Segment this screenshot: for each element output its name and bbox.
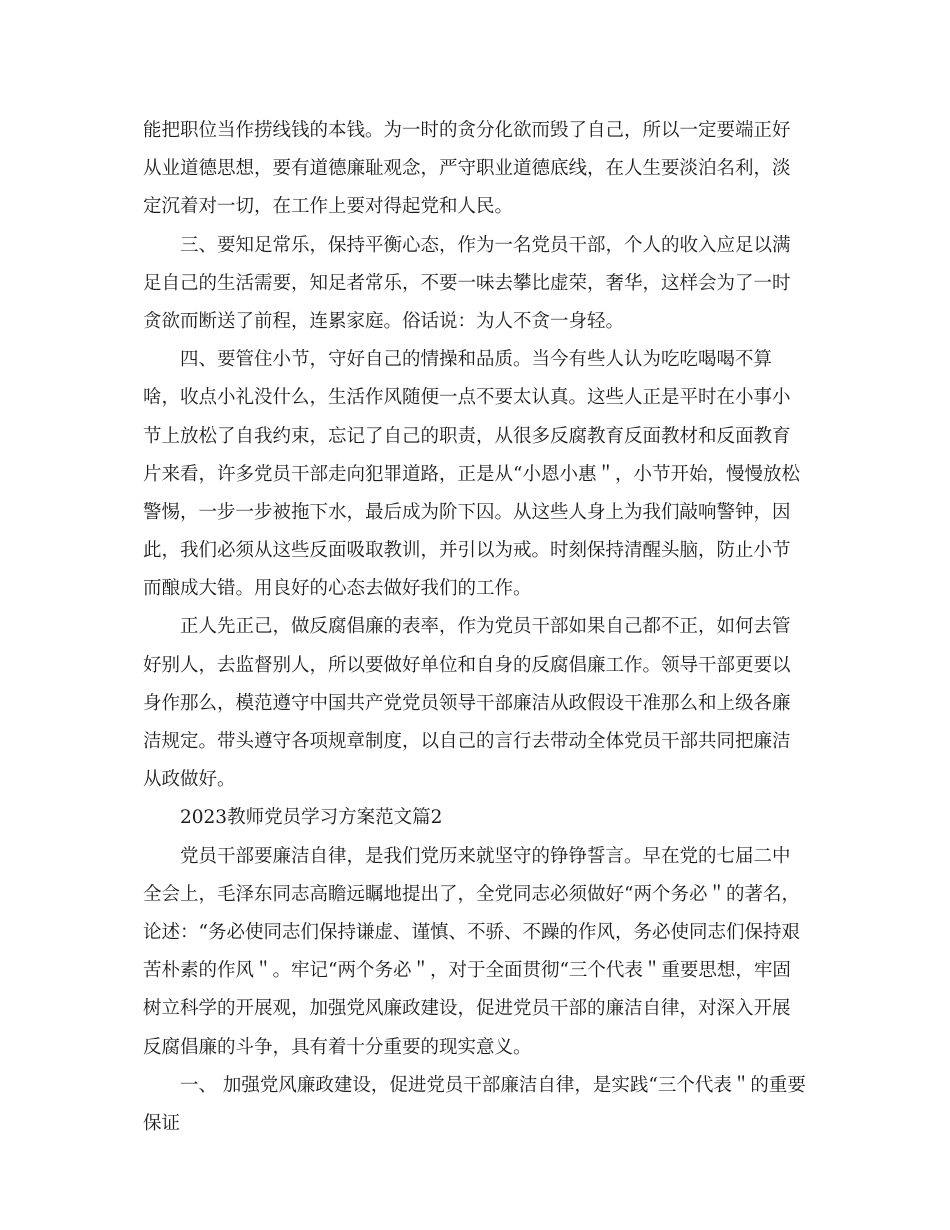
text-line: 啥，收点小礼没什么，生活作风随便一点不要太认真。这些人正是平时在小事小 <box>143 387 791 409</box>
text-line: 从政做好。 <box>143 769 236 791</box>
text-line: 足自己的生活需要，知足者常乐，不要一味去攀比虚荣，奢华，这样会为了一时 <box>143 272 791 294</box>
section-heading: 2023教师党员学习方案范文篇2 <box>180 807 443 829</box>
text-line: 保证 <box>143 1112 181 1134</box>
text-line: 警惕，一步一步被拖下水，最后成为阶下囚。从这些人身上为我们敲响警钟，因 <box>143 501 791 523</box>
text-line: 片来看，许多党员干部走向犯罪道路，正是从“小恩小惠＂，小节开始，慢慢放松 <box>143 463 800 485</box>
text-line: 树立科学的开展观，加强党风廉政建设，促进党员干部的廉洁自律，对深入开展 <box>143 998 791 1020</box>
text-line: 洁规定。带头遵守各项规章制度，以自己的言行去带动全体党员干部共同把廉洁 <box>143 731 791 752</box>
text-line: 论述：“务必使同志们保持谦虚、谨慎、不骄、不躁的作风，务必使同志们保持艰 <box>143 921 800 943</box>
text-line: 而酿成大错。用良好的心态去做好我们的工作。 <box>143 578 532 600</box>
text-line: 好别人，去监督别人，所以要做好单位和自身的反腐倡廉工作。领导干部更要以 <box>143 654 791 676</box>
paragraph-start-line: 四、要管住小节，守好自己的情操和品质。当今有些人认为吃吃喝喝不算 <box>180 349 773 371</box>
text-line: 节上放松了自我约束，忘记了自己的职责，从很多反腐教育反面教材和反面教育 <box>143 425 791 447</box>
text-line: 全会上，毛泽东同志高瞻远瞩地提出了，全党同志必须做好“两个务必＂的著名， <box>143 883 800 905</box>
paragraph-start-line: 正人先正己，做反腐倡廉的表率，作为党员干部如果自己都不正，如何去管 <box>180 616 791 638</box>
text-line: 身作那么，模范遵守中国共产党党员领导干部廉洁从政假设干准那么和上级各廉 <box>143 692 791 714</box>
text-line: 能把职位当作捞线钱的本钱。为一时的贪分化欲而毁了自己，所以一定要端正好 <box>143 120 791 141</box>
paragraph-start-line: 三、要知足常乐，保持平衡心态，作为一名党员干部，个人的收入应足以满 <box>180 234 791 256</box>
text-line: 从业道德思想，要有道德廉耻观念，严守职业道德底线，在人生要淡泊名利，淡 <box>143 158 791 180</box>
paragraph-start-line: 党员干部要廉洁自律，是我们党历来就坚守的铮铮誓言。早在党的七届二中 <box>180 845 791 867</box>
text-line: 此，我们必须从这些反面吸取教训，并引以为戒。时刻保持清醒头脑，防止小节 <box>143 540 791 562</box>
paragraph-start-line: 一、 加强党风廉政建设，促进党员干部廉洁自律，是实践“三个代表＂的重要 <box>180 1074 806 1096</box>
text-line: 反腐倡廉的斗争，具有着十分重要的现实意义。 <box>143 1036 532 1058</box>
document-body <box>143 112 813 1143</box>
text-line: 定沉着对一切，在工作上要对得起党和人民。 <box>143 196 514 218</box>
text-line: 贪欲而断送了前程，连累家庭。俗话说：为人不贪一身轻。 <box>143 310 625 332</box>
text-line: 苦朴素的作风＂。牢记“两个务必＂，对于全面贯彻“三个代表＂重要思想，牢固 <box>143 960 791 982</box>
